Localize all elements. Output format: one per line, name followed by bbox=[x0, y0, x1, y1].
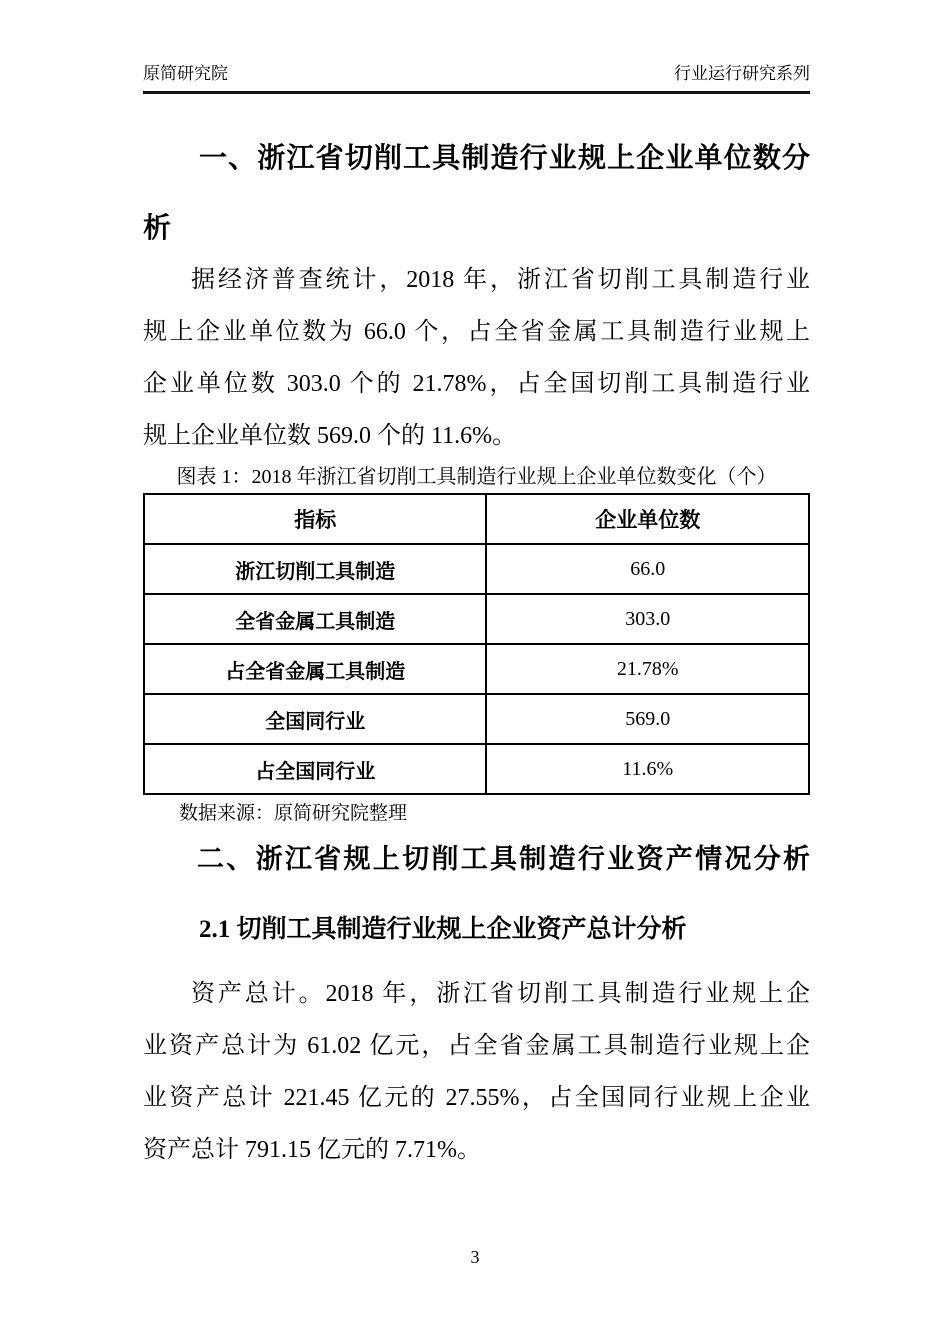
section1-title-line2: 析 bbox=[143, 213, 172, 244]
row-value: 11.6% bbox=[486, 744, 809, 794]
section2-title bbox=[143, 836, 810, 882]
table-row bbox=[144, 744, 809, 794]
section1-paragraph bbox=[143, 254, 810, 462]
section1-title bbox=[143, 124, 810, 264]
row-label: 占全国同行业 bbox=[144, 744, 486, 794]
paragraph-line: 规上企业单位数为 66.0 个，占全省金属工具制造行业规上 bbox=[143, 319, 810, 345]
paragraph-line: 业资产总计为 61.02 亿元，占全省金属工具制造行业规上企 bbox=[143, 1033, 810, 1059]
paragraph-line: 业资产总计 221.45 亿元的 27.55%，占全国同行业规上企业 bbox=[143, 1085, 810, 1111]
header-right-text: 行业运行研究系列 bbox=[674, 64, 810, 83]
row-value: 569.0 bbox=[486, 694, 809, 744]
section2-subsection-title: 2.1 切削工具制造行业规上企业资产总计分析 bbox=[199, 916, 687, 943]
table-header-row bbox=[144, 494, 809, 544]
table-header-indicator: 指标 bbox=[144, 494, 486, 544]
header-left-text: 原简研究院 bbox=[143, 64, 228, 83]
paragraph-line: 企业单位数 303.0 个的 21.78%，占全国切削工具制造行业 bbox=[143, 371, 810, 397]
row-label: 全省金属工具制造 bbox=[144, 594, 486, 644]
section2-title-line: 二、浙江省规上切削工具制造行业资产情况分析 bbox=[197, 844, 810, 874]
table-row bbox=[144, 644, 809, 694]
paragraph-line: 资产总计 791.15 亿元的 7.71%。 bbox=[143, 1137, 481, 1163]
table-header-unit-count: 企业单位数 bbox=[486, 494, 809, 544]
table-row bbox=[144, 594, 809, 644]
paragraph-line: 资产总计。2018 年，浙江省切削工具制造行业规上企 bbox=[191, 981, 810, 1007]
row-label: 浙江切削工具制造 bbox=[144, 544, 486, 594]
data-source-note: 数据来源：原简研究院整理 bbox=[179, 803, 408, 824]
row-label: 全国同行业 bbox=[144, 694, 486, 744]
figure1-caption: 图表 1：2018 年浙江省切削工具制造行业规上企业单位数变化（个） bbox=[176, 466, 777, 488]
figure1-table bbox=[143, 493, 810, 795]
row-value: 303.0 bbox=[486, 594, 809, 644]
row-value: 21.78% bbox=[486, 644, 809, 694]
row-label: 占全省金属工具制造 bbox=[144, 644, 486, 694]
running-header bbox=[143, 62, 810, 94]
paragraph-line: 据经济普查统计，2018 年，浙江省切削工具制造行业 bbox=[191, 267, 810, 293]
section1-title-line1: 一、浙江省切削工具制造行业规上企业单位数分 bbox=[199, 143, 810, 174]
paragraph-line: 规上企业单位数 569.0 个的 11.6%。 bbox=[143, 423, 517, 449]
table-row bbox=[144, 544, 809, 594]
row-value: 66.0 bbox=[486, 544, 809, 594]
table-row bbox=[144, 694, 809, 744]
page-number: 3 bbox=[470, 1247, 480, 1267]
section2-paragraph bbox=[143, 968, 810, 1176]
